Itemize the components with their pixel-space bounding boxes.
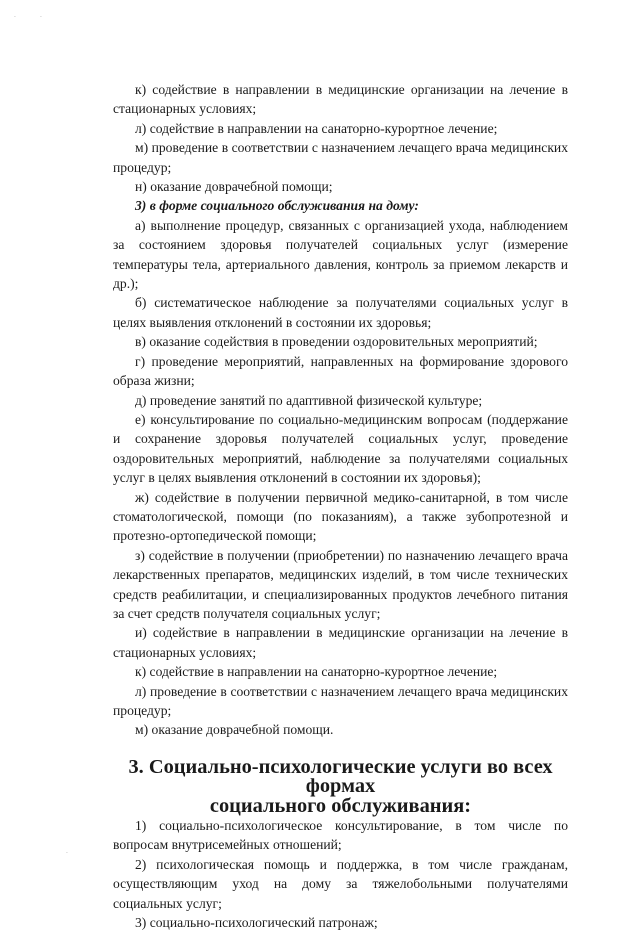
section-heading-line: социального обслуживания: [209, 794, 472, 817]
section-heading-line: 3. Социально-психологические услуги во всех формах [128, 755, 553, 798]
subheading-home-service: 3) в форме социального обслуживания на дому: [135, 198, 419, 214]
list-item: и) содействие в направлении в медицинские организации на лечение в стационарных условиях; [113, 625, 568, 660]
list-item: 1) социально-психологическое консультирование, в том числе по вопросам внутрисемейных отношений; [113, 818, 568, 853]
list-item: з) содействие в получении (приобретении) по назначению лечащего врача лекарственных препаратов, медицинских изделий, в том числе технических средств реабилитации, и специализированных продуктов лечебного питания за счет средств получателя социальных услуг; [113, 547, 568, 621]
list-item: в) оказание содействия в проведении оздоровительных мероприятий; [135, 334, 538, 350]
list-item: л) проведение в соответствии с назначением лечащего врача медицинских процедур; [113, 683, 568, 718]
list-item: 3) социально-психологический патронаж; [135, 915, 378, 931]
list-item: е) консультирование по социально-медицинским вопросам (поддержание и сохранение здоровья получателей социальных услуг, проведение оздоровительных мероприятий, наблюдение за получателями социальных услуг в целях выявления отклонений в состоянии их здоровья); [113, 411, 568, 486]
list-item: д) проведение занятий по адаптивной физической культуре; [135, 392, 483, 408]
list-item: б) систематическое наблюдение за получателями социальных услуг в целях выявления отклонений в состоянии их здоровья; [113, 295, 568, 330]
section-heading [113, 755, 568, 817]
list-item: г) проведение мероприятий, направленных на формирование здорового образа жизни; [113, 353, 568, 389]
list-item: ж) содействие в получении первичной медико-санитарной, в том числе стоматологической, помощи (по показаниям), а также зубопротезной и протезно-ортопедической помощи; [113, 489, 568, 544]
list-top [113, 80, 568, 196]
list-item: м) оказание доврачебной помощи. [135, 722, 334, 738]
scan-speck: · [66, 850, 68, 857]
list-psych [113, 816, 568, 932]
list-item: а) выполнение процедур, связанных с организацией ухода, наблюдением за состоянием здоровья получателей социальных услуг (измерение температуры тела, артериального давления, контроль за приемом лекарств и др.); [113, 217, 568, 292]
list-item: к) содействие в направлении в медицинские организации на лечение в стационарных условиях; [113, 82, 568, 117]
list-item: м) проведение в соответствии с назначением лечащего врача медицинских процедур; [113, 140, 568, 175]
list-item: н) оказание доврачебной помощи; [135, 179, 333, 195]
list-item: л) содействие в направлении на санаторно-курортное лечение; [135, 120, 498, 136]
list-item: к) содействие в направлении на санаторно-курортное лечение; [135, 664, 498, 680]
scan-speck: · [14, 14, 16, 21]
document-body [113, 80, 568, 932]
list-home [113, 216, 568, 740]
list-item: 2) психологическая помощь и поддержка, в том числе гражданам, осуществляющим уход на дому за тяжелобольными получателями социальных услуг; [113, 856, 568, 911]
scan-speck: · [40, 14, 42, 21]
